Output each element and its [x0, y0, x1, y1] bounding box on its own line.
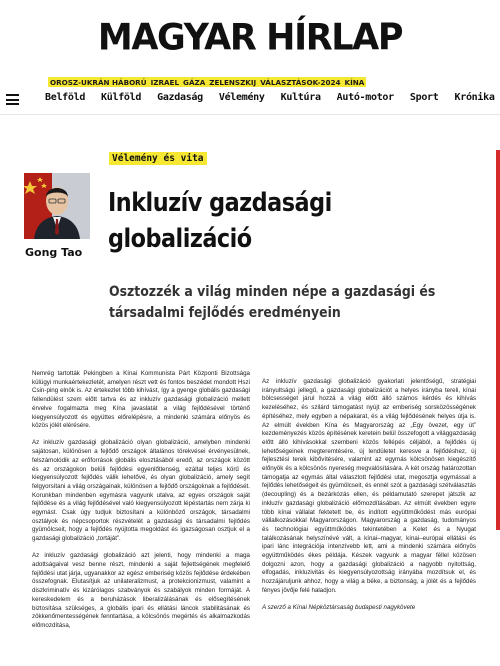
tag-gaza[interactable]: GÁZA: [183, 78, 206, 87]
nav-kronika[interactable]: Krónika: [454, 92, 495, 103]
section-label[interactable]: Vélemény és vita: [109, 152, 207, 165]
site-logo[interactable]: MAGYAR HÍRLAP: [97, 17, 403, 59]
article-body-left: [32, 370, 250, 639]
body-paragraph: Nemrég tartották Pekingben a Kínai Kommunista Párt Központi Bizottsága külügyi munkaértekezletét, amelyen részt vett és fontos beszédet mondott Hszi Csin-ping elnök is. Az értekezlet több kihívást, így a gyenge globális gazdasági fellendülést szem előtt tartva és az inkluzív gazdasági globalizáció mellett érvelve fogalmazta meg Kína javaslatát a világ fejlődésével történő kiegyensúlyozott és együttes előrelépésre, a mindenki számára előnyös és közös jólét elérésére.: [32, 370, 250, 430]
author-footnote: A szerző a Kínai Népköztársaság budapesti nagykövete: [262, 604, 416, 612]
nav-divider: [0, 114, 500, 115]
author-name[interactable]: Gong Tao: [25, 246, 83, 259]
tag-zelenszkij[interactable]: ZELENSZKIJ: [209, 78, 257, 87]
tag-valasztasok-2024[interactable]: VÁLASZTÁSOK-2024: [260, 78, 341, 87]
side-accent-bar: [496, 150, 500, 530]
nav-kultura[interactable]: Kultúra: [280, 92, 321, 103]
site-header: [0, 18, 500, 58]
nav-kulfold[interactable]: Külföld: [101, 92, 142, 103]
hamburger-menu-icon[interactable]: [6, 94, 19, 105]
topic-tags: [48, 77, 366, 87]
article-title: Inkluzív gazdasági globalizáció: [108, 188, 332, 254]
author-photo: [24, 173, 90, 239]
author-portrait-image: [24, 173, 90, 239]
main-nav: [0, 91, 500, 109]
nav-velemeny[interactable]: Vélemény: [218, 92, 265, 103]
article-subtitle: Osztozzék a világ minden népe a gazdasági és társadalmi fejlődés eredményein: [109, 284, 436, 321]
tag-orosz-ukran-haboru[interactable]: OROSZ-UKRÁN HÁBORÚ: [50, 78, 147, 87]
body-paragraph: Az inkluzív gazdasági globalizáció olyan globalizáció, amelyben mindenki sajátosan, különösen a fejlődő országok általános törekvései érvényesülnek, felszámolódik az erőforrások globális elosztásából eredő, az országok között és az országokon belüli fejlődési egyenlőtlenség, ezáltal teljes körű és kiegyensúlyozott fejlődés válik lehetővé, és olyan globalizáció, amely segít felgyorsítani a világ országainak, különösen a fejlődő országoknak a fejlődését. Korunkban mindenben egymásra vagyunk utalva, az egyes országok saját fejlődése és a világ fejlődésével való kiegyensúlyozott lépéstartás nem zárja ki egymást. Csak úgy tudjuk biztosítani a különböző országok, társadalmi osztályok és népcsoportok részvételét a gazdasági és társadalmi fejlődés gyümölcseit, hogy a fejlődés nyújtotta megoldást és igazságosan osztjuk el a gazdasági globalizáció „tortáját”.: [32, 439, 250, 543]
body-paragraph: Az inkluzív gazdasági globalizáció gyakorlati jelentőségű, stratégiai irányultságú jellegű, a gazdasági globalizációt a helyes irányba tereli, kínai bölcsességet járul hozzá a világ előtt álló számos kérdés és kihívás kezeléséhez, és szilárd támogatást nyújt az emberiség sorsközösségének építéséhez, mely egyben a népakarat, és a világ fejlődésének helyes útja is. Az elmúlt években Kína és Magyarország az „Egy övezet, egy út” kezdeményezés közös építésének keretein belül összefogott a világgazdaság előtt álló kihívásokkal szembeni közös fellépés céljából, a fejlődés új lehetőségeinek megteremtésére, új lendületet keresve a fejlődéshez, új fejlesztési terek kibővítésére, valamint az egymás kölcsönösen kiegészítő előnyök és a kölcsönös nyereség megvalósítására. A két ország határozottan támogatja az egymás által választott fejlődési utat, megosztja egymással a fejlődés lehetőségeit és gyümölcseit, és ennél szót a gazdasági szétválasztás (decoupling) és a bezárkózás ellen, és példamutató szerepet játszik az inkluzív gazdasági globalizáció előmozdításában. Az elmúlt években egyre több kínai vállalat fektetett be, és indított együttműködést más európai vállalkozásokkal Magyarországon. Magyarország a gazdaság, tudományos és technológiai együttműködés tekintetében a Kelet és a Nyugat találkozásának helyszínévé vált, a kínai–magyar, kínai–európai ellátási és ipari lánc integrációja intenzívebb lett, ami a mindenki számára előnyös együttműködés ékes példája. Készek vagyunk a magyar féllel közösen dolgozni azon, hogy a gazdasági globalizáció a nagyobb nyitottság, elfogadás, inkluzivitás és kiegyensúlyozottság irányába mozdítsuk el, és hozzájáruljunk ahhoz, hogy a világ a béke, a biztonság, a jólét és a fejlődés fényes jövője felé haladjon.: [262, 378, 476, 594]
tag-kina[interactable]: KÍNA: [344, 78, 365, 87]
nav-sport[interactable]: Sport: [409, 92, 439, 103]
body-paragraph: Az inkluzív gazdasági globalizáció azt jelenti, hogy mindenki a maga adottságaival vesz benne részt, mindenki a saját fejlettségének megfelelő fejlődési utat járja, ugyanakkor az egész emberiség közös fejlődése érdekében összefognak. Elutasítjuk az unilateralizmust, a protekcionizmust, valamint a diszkriminatív és kizárólagos szabványok és szabályok minden formáját. A kereskedelem és a beruházások liberalizálásának és elősegítésének biztosítása szükséges, a globális ipari és ellátási láncok stabilitásának és zökkenőmentességének fenntartása, a kölcsönös megértés és alkalmazkodás előmozdítása,: [32, 552, 250, 629]
nav-gazdasag[interactable]: Gazdaság: [157, 92, 203, 103]
article-body-right: [262, 378, 476, 621]
tag-izrael[interactable]: IZRAEL: [150, 78, 180, 87]
nav-belfold[interactable]: Belföld: [45, 92, 86, 103]
nav-auto-motor[interactable]: Autó-motor: [336, 92, 394, 103]
